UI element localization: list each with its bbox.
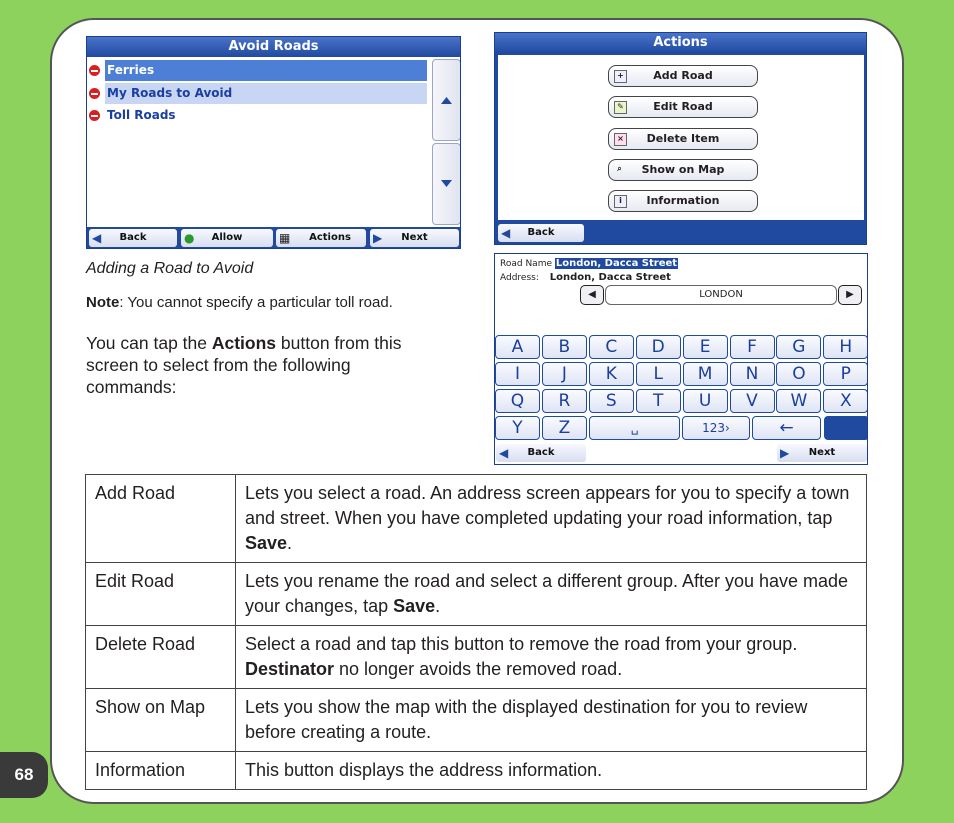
avoid-item-label: My Roads to Avoid [105, 83, 427, 104]
scroll-down-button[interactable] [432, 143, 461, 225]
address-input[interactable]: LONDON [605, 285, 837, 305]
command-name: Show on Map [86, 689, 236, 752]
info-icon: i [614, 195, 627, 208]
table-row [86, 563, 867, 626]
edit-road-button[interactable]: ✎ Edit Road [608, 96, 758, 118]
add-road-icon: + [614, 70, 627, 83]
actions-screen [494, 32, 867, 245]
key-w[interactable]: W [776, 389, 821, 413]
keyboard-screen [494, 253, 868, 465]
key-g[interactable]: G [776, 335, 821, 359]
avoid-roads-screen [86, 36, 461, 249]
address-value: London, Dacca Street [549, 272, 671, 283]
road-name-row: Road Name London, Dacca Street [500, 258, 678, 269]
avoid-item-label: Ferries [105, 60, 427, 81]
command-description: Lets you rename the road and select a different group. After you have made your changes, tap Save. [236, 563, 867, 626]
actions-title: Actions [495, 33, 866, 53]
key-l[interactable]: L [636, 362, 681, 386]
triangle-up-icon [433, 60, 460, 140]
key-b[interactable]: B [542, 335, 587, 359]
actions-back-button[interactable]: ◀ Back [498, 224, 584, 242]
clapperboard-icon: ▦ [279, 231, 291, 245]
key-e[interactable]: E [683, 335, 728, 359]
numbers-key[interactable]: 123› [682, 416, 750, 440]
key-t[interactable]: T [636, 389, 681, 413]
key-q[interactable]: Q [495, 389, 540, 413]
key-h[interactable]: H [823, 335, 868, 359]
key-f[interactable]: F [730, 335, 775, 359]
allow-button[interactable]: ● Allow [181, 229, 273, 247]
backspace-key[interactable] [752, 416, 821, 440]
no-entry-icon [89, 88, 100, 99]
table-row [86, 752, 867, 790]
arrow-left-icon: ◀ [588, 289, 596, 300]
magnifier-icon: ⌕ [617, 164, 622, 173]
arrow-left-icon: ◀ [501, 226, 511, 240]
key-u[interactable]: U [683, 389, 728, 413]
backspace-arrow-icon: ← [779, 418, 794, 438]
arrow-right-icon: ▶ [780, 446, 790, 460]
command-name: Edit Road [86, 563, 236, 626]
key-s[interactable]: S [589, 389, 634, 413]
command-name: Delete Road [86, 626, 236, 689]
table-row [86, 475, 867, 563]
table-row [86, 626, 867, 689]
arrow-left-icon: ◀ [499, 446, 509, 460]
avoid-item-toll-roads[interactable] [87, 105, 427, 126]
key-n[interactable]: N [730, 362, 775, 386]
key-m[interactable]: M [683, 362, 728, 386]
note: Note: You cannot specify a particular toll road. [86, 294, 393, 311]
address-row: Address: London, Dacca Street [500, 272, 671, 283]
keyboard-back-button[interactable]: ◀ Back [496, 444, 586, 462]
key-o[interactable]: O [776, 362, 821, 386]
avoid-item-label: Toll Roads [107, 108, 176, 122]
key-i[interactable]: I [495, 362, 540, 386]
arrow-left-icon: ◀ [92, 231, 102, 245]
key-y[interactable]: Y [495, 416, 540, 440]
intro-paragraph: You can tap the Actions button from this screen to select from the following commands: [86, 333, 402, 397]
field-right-button[interactable] [838, 285, 862, 305]
key-x[interactable]: X [823, 389, 868, 413]
commands-table [85, 474, 867, 790]
avoid-item-ferries[interactable] [87, 60, 427, 81]
no-entry-icon [89, 110, 100, 121]
avoid-roads-button-bar [87, 227, 460, 249]
information-button[interactable]: i Information [608, 190, 758, 212]
show-on-map-button[interactable]: ⌕ Show on Map [608, 159, 758, 181]
command-description: Lets you select a road. An address screen appears for you to specify a town and street. When you have completed updating your road information, tap Save. [236, 475, 867, 563]
key-r[interactable]: R [542, 389, 587, 413]
key-a[interactable]: A [495, 335, 540, 359]
key-p[interactable]: P [823, 362, 868, 386]
key-c[interactable]: C [589, 335, 634, 359]
triangle-down-icon [433, 144, 460, 224]
road-name-value: London, Dacca Street [555, 258, 678, 269]
delete-icon: × [614, 133, 627, 146]
command-description: Select a road and tap this button to remove the road from your group. Destinator no longer avoids the removed road. [236, 626, 867, 689]
table-row [86, 689, 867, 752]
avoid-roads-title: Avoid Roads [87, 37, 460, 57]
command-name: Add Road [86, 475, 236, 563]
checkmark-icon: ● [184, 231, 195, 245]
field-left-button[interactable] [580, 285, 604, 305]
figure-caption: Adding a Road to Avoid [86, 260, 254, 277]
no-entry-icon [89, 65, 100, 76]
page-number: 68 [0, 752, 48, 798]
delete-item-button[interactable]: × Delete Item [608, 128, 758, 150]
key-k[interactable]: K [589, 362, 634, 386]
avoid-item-my-roads[interactable] [87, 83, 427, 104]
command-description: This button displays the address information. [236, 752, 867, 790]
pencil-icon: ✎ [614, 101, 627, 114]
add-road-button[interactable]: + Add Road [608, 65, 758, 87]
keyboard-switch-key[interactable] [824, 416, 868, 440]
actions-button[interactable]: ▦ Actions [276, 229, 366, 247]
command-description: Lets you show the map with the displayed destination for you to review before creating a route. [236, 689, 867, 752]
space-icon: ␣ [630, 421, 639, 435]
next-button[interactable]: ▶ Next [370, 229, 459, 247]
back-button[interactable]: ◀ Back [89, 229, 177, 247]
scroll-up-button[interactable] [432, 59, 461, 141]
arrow-right-icon: ▶ [373, 231, 383, 245]
key-z[interactable]: Z [542, 416, 587, 440]
key-v[interactable]: V [730, 389, 775, 413]
command-name: Information [86, 752, 236, 790]
arrow-right-icon: ▶ [846, 289, 854, 300]
space-key[interactable] [589, 416, 680, 440]
keyboard-next-button[interactable]: ▶ Next [777, 444, 867, 462]
key-j[interactable]: J [542, 362, 587, 386]
key-d[interactable]: D [636, 335, 681, 359]
actions-list-panel [498, 55, 864, 220]
